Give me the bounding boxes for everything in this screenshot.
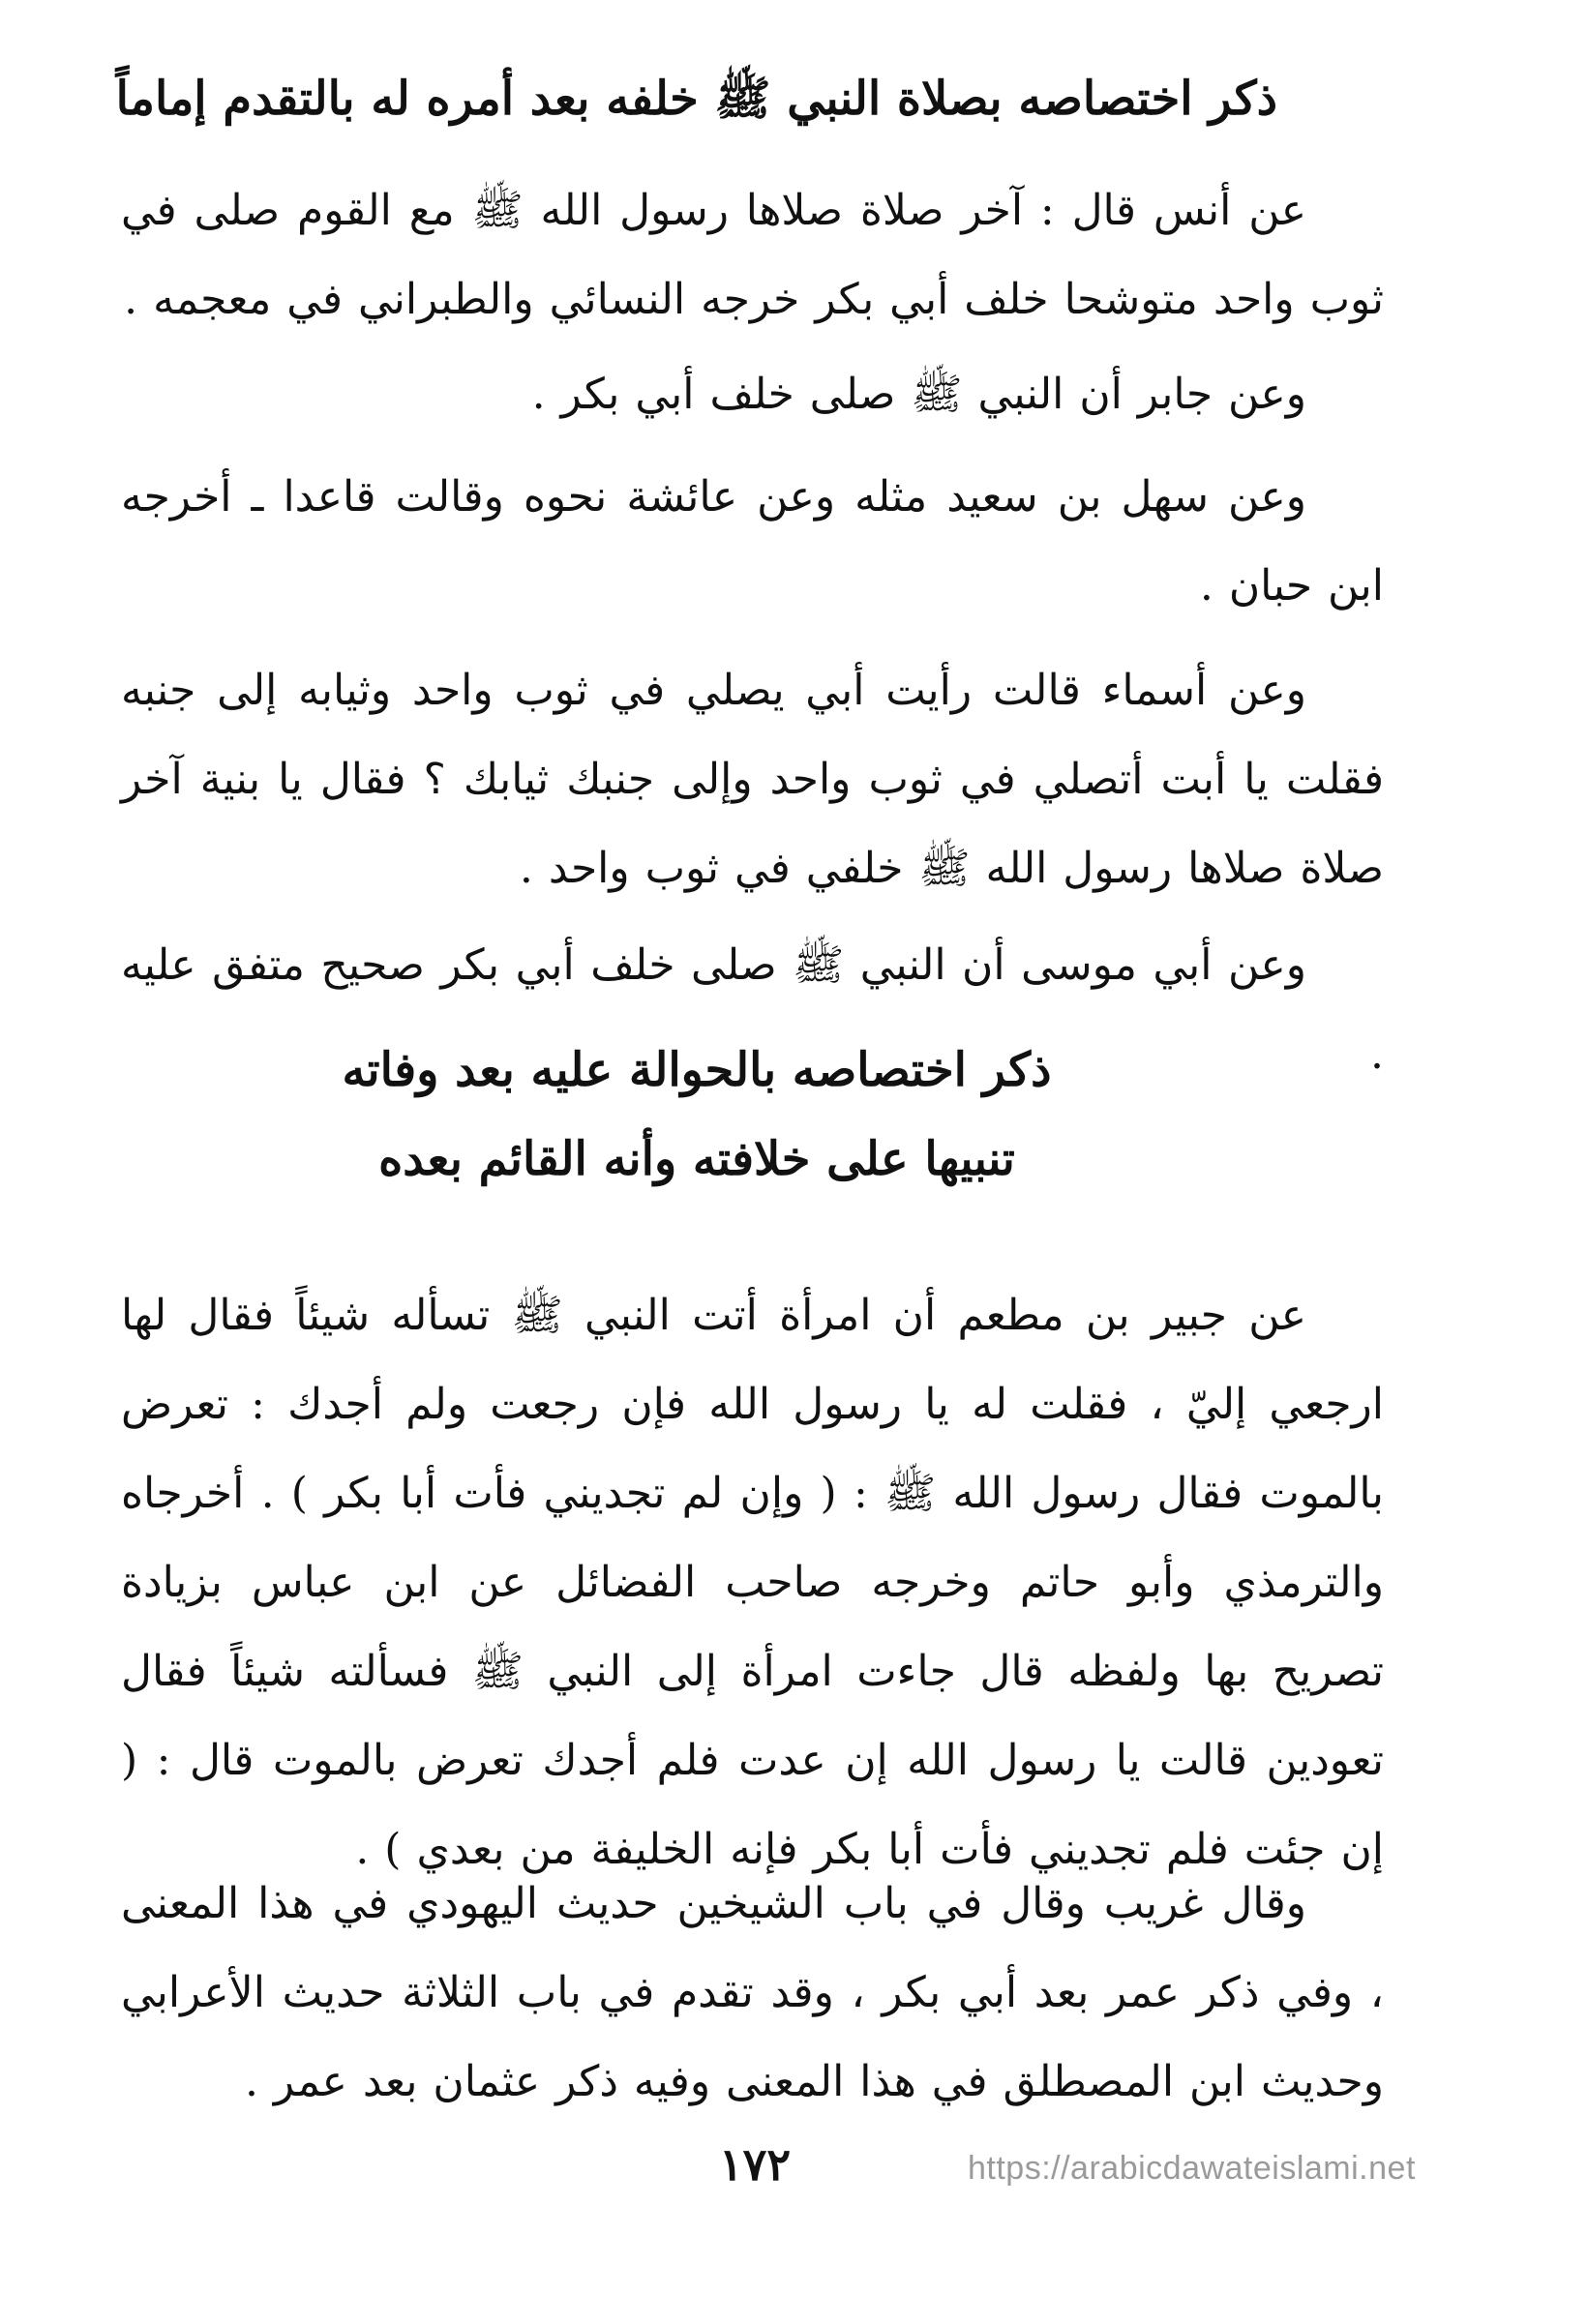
paragraph-text: وعن جابر أن النبي ﷺ صلى خلف أبي بكر . xyxy=(531,370,1306,419)
paragraph-jabir xyxy=(121,350,1384,439)
paragraph-text: وعن سهل بن سعيد مثله وعن عائشة نحوه وقالت قاعدا ـ أخرجه ابن حبان . xyxy=(121,472,1384,611)
section-heading-succession-line1: ذكر اختصاصه بالحوالة عليه بعد وفاته xyxy=(342,1043,1052,1097)
paragraph-text: عن أنس قال : آخر صلاة صلاها رسول الله ﷺ مع القوم صلى في ثوب واحد متوشحا خلف أبي بكر خرجه النسائي والطبراني في معجمه . xyxy=(121,186,1384,324)
paragraph-text: وعن أبي موسى أن النبي ﷺ صلى خلف أبي بكر صحيح متفق عليه . xyxy=(121,940,1384,1079)
paragraph-gharib xyxy=(121,1860,1384,2127)
paragraph-text: عن جبير بن مطعم أن امرأة أتت النبي ﷺ تسأله شيئاً فقال لها ارجعي إليّ ، فقلت له يا رسول الله فإن رجعت ولم أجدك : تعرض بالموت فقال رسول الله ﷺ : ( وإن لم تجديني فأت أبا بكر ) . أخرجاه والترمذي وأبو حاتم وخرجه صاحب الفضائل عن ابن عباس بزيادة تصريح بها ولفظه قال جاءت امرأة إلى النبي ﷺ فسألته شيئاً فقال تعودين قالت يا رسول الله إن عدت فلم أجدك تعرض بالموت قال : ( إن جئت فلم تجديني فأت أبا بكر فإنه الخليفة من بعدي ) . xyxy=(121,1291,1384,1874)
section-heading-prayer: ذكر اختصاصه بصلاة النبي ﷺ خلفه بعد أمره له بالتقدم إماماً xyxy=(115,72,1277,126)
paragraph-sahl xyxy=(121,453,1384,631)
section-heading-succession-line2: تنبيها على خلافته وأنه القائم بعده xyxy=(378,1132,1015,1186)
page-number: ١٧٢ xyxy=(718,2138,792,2190)
paragraph-text: وعن أسماء قالت رأيت أبي يصلي في ثوب واحد وثيابه إلى جنبه فقلت يا أبت أتصلي في ثوب واحد وإلى جنبك ثيابك ؟ فقال يا بنية آخر صلاة صلاها رسول الله ﷺ خلفي في ثوب واحد . xyxy=(121,666,1384,893)
watermark-url: https://arabicdawateislami.net xyxy=(968,2150,1416,2187)
paragraph-asma xyxy=(121,646,1384,913)
paragraph-anas xyxy=(121,166,1384,344)
paragraph-text: وقال غريب وقال في باب الشيخين حديث اليهودي في هذا المعنى ، وفي ذكر عمر بعد أبي بكر ، وقد تقدم في باب الثلاثة حديث الأعرابي وحديث ابن المصطلق في هذا المعنى وفيه ذكر عثمان بعد عمر . xyxy=(121,1879,1384,2106)
paragraph-jubair xyxy=(121,1271,1384,1894)
